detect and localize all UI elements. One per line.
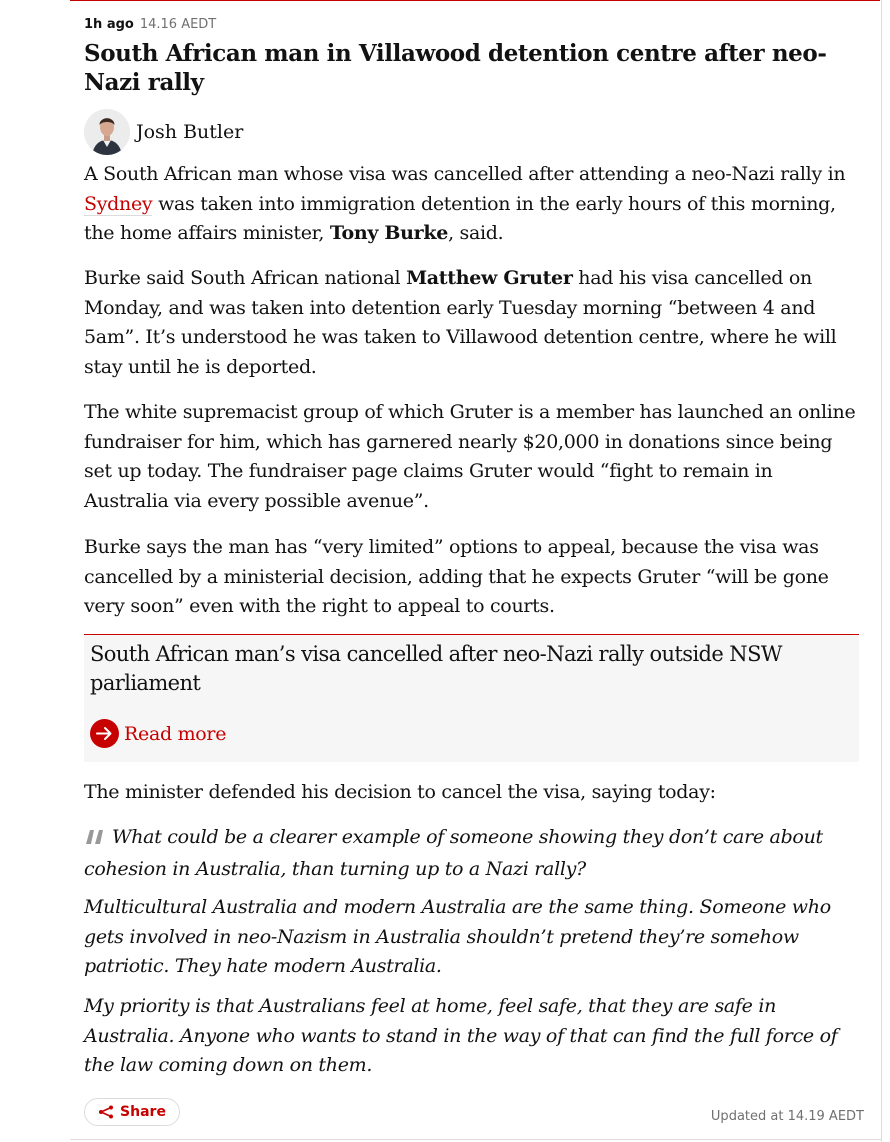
rich-link-title[interactable]: South African man’s visa cancelled after neo-Nazi rally outside NSW parliament bbox=[90, 642, 782, 695]
paragraph-5: The minister defended his decision to cancel the visa, saying today: bbox=[84, 781, 716, 803]
paragraph-1-text-b: was taken into immigration detention in the early hours of this morning, the home affairs minister, bbox=[84, 192, 836, 244]
blockquote-3: My priority is that Australians feel at home, feel safe, that they are safe in Australia. Anyone who wants to stand in the way of that can find the full force of the law coming down on them. bbox=[84, 995, 838, 1076]
post-bottom-rule bbox=[70, 1139, 882, 1140]
byline[interactable] bbox=[84, 108, 243, 156]
arrow-right-icon[interactable] bbox=[90, 719, 119, 748]
author-avatar[interactable] bbox=[84, 109, 130, 155]
paragraph-1-text-c: , said. bbox=[448, 222, 504, 244]
paragraph-4: Burke says the man has “very limited” options to appeal, because the visa was cancelled by a ministerial decision, adding that he expects Gruter “will be gone very soon” even with the right to appeal to courts. bbox=[84, 536, 829, 617]
page-right-rule bbox=[881, 0, 882, 1142]
post-timestamp bbox=[84, 17, 216, 32]
sydney-link[interactable]: Sydney bbox=[84, 192, 153, 215]
post-time: 14.16 AEDT bbox=[139, 17, 217, 32]
share-button[interactable] bbox=[84, 1098, 180, 1126]
author-name[interactable]: Josh Butler bbox=[136, 121, 244, 143]
liveblog-post bbox=[70, 0, 880, 1139]
read-more-label[interactable]: Read more bbox=[124, 722, 227, 745]
quote-text-1: What could be a clearer example of someone showing they don’t care about cohesion in Australia, than turning up to a Nazi rally? bbox=[84, 826, 823, 880]
read-more-link[interactable] bbox=[90, 719, 226, 748]
paragraph-1-text-a: A South African man whose visa was cancelled after attending a neo-Nazi rally in bbox=[84, 163, 846, 185]
post-headline: South African man in Villawood detention centre after neo-Nazi rally bbox=[84, 40, 827, 96]
paragraph-2-text-a: Burke said South African national bbox=[84, 267, 407, 289]
paragraph-3: The white supremacist group of which Gruter is a member has launched an online fundraiser for him, which has garnered nearly $20,000 in donations since being set up today. The fundraiser page claims Gruter would “fight to remain in Australia via every possible avenue”. bbox=[84, 401, 856, 512]
post-age: 1h ago bbox=[84, 17, 134, 32]
author-photo-icon bbox=[84, 109, 130, 155]
blockquote-1 bbox=[84, 823, 860, 884]
rich-link-card[interactable] bbox=[84, 634, 859, 762]
share-label[interactable]: Share bbox=[120, 1104, 166, 1120]
paragraph-2 bbox=[84, 264, 860, 382]
paragraph-2-bold: Matthew Gruter bbox=[406, 267, 573, 289]
share-icon[interactable] bbox=[98, 1105, 114, 1119]
paragraph-1 bbox=[84, 160, 860, 249]
paragraph-1-bold: Tony Burke bbox=[329, 222, 449, 244]
blockquote-2: Multicultural Australia and modern Australia are the same thing. Someone who gets involved in neo-Nazism in Australia shouldn’t pretend they’re somehow patriotic. They hate modern Australia. bbox=[84, 896, 831, 977]
paragraph-2-text-b: had his visa cancelled on Monday, and was taken into detention early Tuesday morning “between 4 and 5am”. It’s understood he was taken to Villawood detention centre, where he will stay until he is deported. bbox=[84, 267, 837, 378]
quote-mark-icon bbox=[84, 825, 106, 855]
updated-timestamp: Updated at 14.19 AEDT bbox=[710, 1109, 864, 1124]
